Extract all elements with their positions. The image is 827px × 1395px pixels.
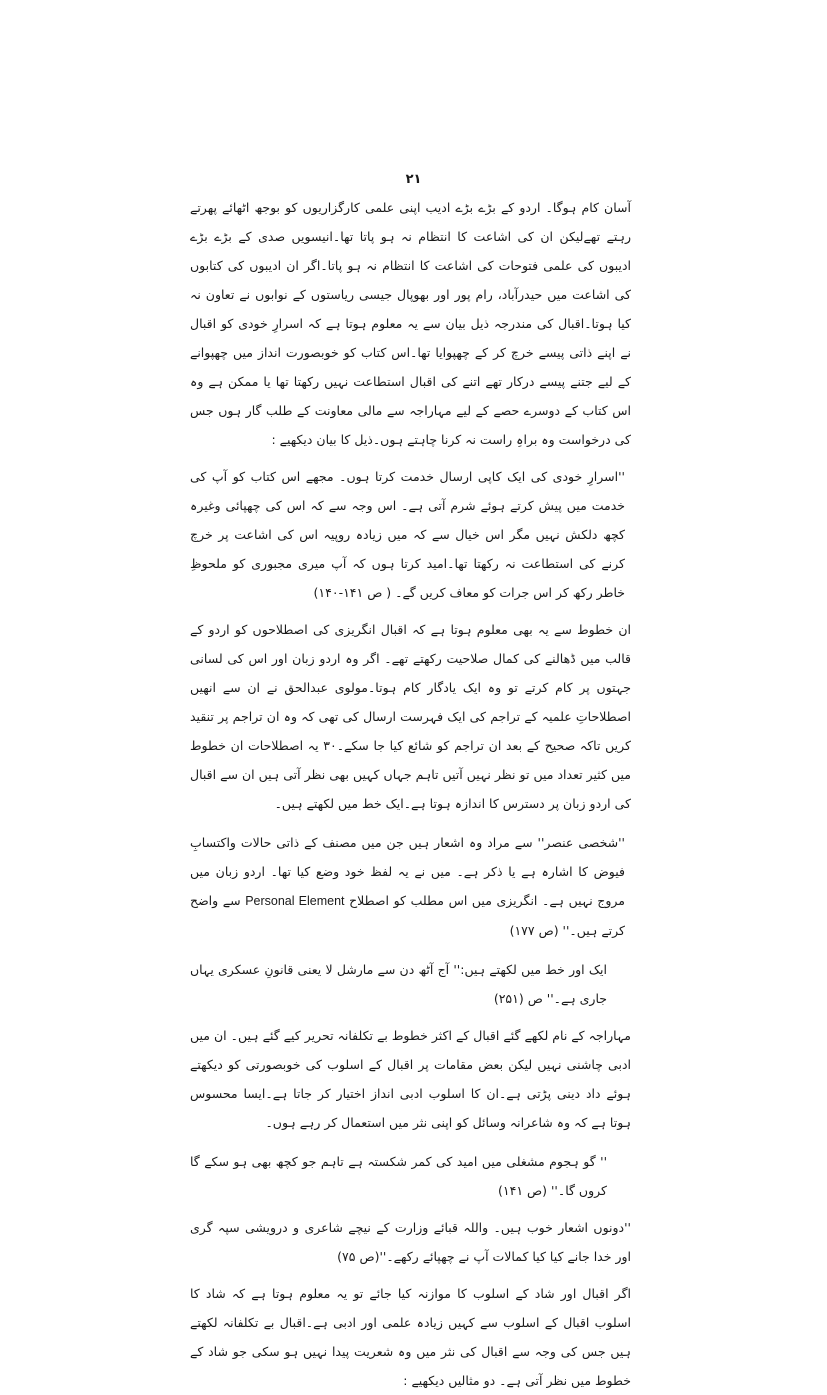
spacer bbox=[190, 1271, 631, 1279]
quote-shakhsi-unsur bbox=[190, 828, 631, 945]
spacer bbox=[190, 454, 631, 462]
quote-martial-law: ایک اور خط میں لکھتے ہیں:'' آج آٹھ دن سے مارشل لا یعنی قانونِ عسکری یہاں جاری ہے۔'' ص (۲۵۱) bbox=[190, 962, 607, 1006]
latin-term: Personal Element bbox=[245, 894, 345, 908]
body-text bbox=[190, 193, 631, 1395]
spacer bbox=[190, 1013, 631, 1021]
spacer bbox=[190, 1205, 631, 1213]
paragraph-terminology: ان خطوط سے یہ بھی معلوم ہوتا ہے کہ اقبال انگریزی کی اصطلاحوں کو اردو کے قالب میں ڈھالنے کی کمال صلاحیت رکھتے تھے۔ اگر وہ اردو زبان اور اس کی لسانی جہتوں پر کام کرتے تو وہ ایک یادگار کام ہوتا۔مولوی عبدالحق نے ان سے انھیں اصطلاحاتِ علمیہ کے تراجم کی ایک فہرست ارسال کی تھی کہ وہ ان تراجم پر تنقید کریں تاکہ صحیح کے بعد ان تراجم کو شائع کیا جا سکے۔۳۰ یہ اصطلاحات ان خطوط میں کثیر تعداد میں تو نظر نہیں آتیں تاہم جہاں کہیں بھی نظر آتی ہیں ان سے اقبال کی اردو زبان پر دسترس کا اندازہ ہوتا ہے۔ایک خط میں لکھتے ہیں۔ bbox=[190, 622, 631, 811]
paragraph-comparison: اگر اقبال اور شاد کے اسلوب کا موازنہ کیا جائے تو یہ معلوم ہوتا ہے کہ شاد کا اسلوب اقبال کے اسلوب سے کہیں زیادہ علمی اور ادبی ہے۔اقبال بے تکلفانہ لکھتے ہیں جس کی وجہ سے اقبال کی نثر میں وہ شعریت پیدا نہیں ہو سکی جو شاد کے خطوط میں نظر آتی ہے۔ دو مثالیں دیکھیے : bbox=[190, 1286, 631, 1388]
quote-text-before: ''شخصی عنصر'' سے مراد وہ اشعار ہیں جن میں مصنف کے ذاتی حالات واکتسابِ فیوض کا اشارہ ہے یا ذکر ہے۔ میں نے یہ لفظ خود وضع کیا تھا۔ اردو زبان میں مروج نہیں ہے۔ انگریزی میں اس مطلب کو اصطلاح bbox=[190, 835, 625, 908]
spacer bbox=[190, 945, 631, 955]
quote-hujoom: '' گو ہجوم مشغلی میں امید کی کمر شکستہ ہے تاہم جو کچھ بھی ہو سکے گا کروں گا۔'' (ص ۱۴۱) bbox=[190, 1154, 607, 1198]
spacer bbox=[190, 818, 631, 828]
quote-text-after: سے واضح کرتے ہیں۔'' (ص ۱۷۷) bbox=[190, 893, 625, 938]
spacer bbox=[190, 607, 631, 615]
paragraph-style: مہاراجہ کے نام لکھے گئے اقبال کے اکثر خطوط بے تکلفانہ تحریر کیے گئے ہیں۔ ان میں ادبی چاشنی نہیں لیکن بعض مقامات پر اقبال کے اسلوب کی خوبصورتی کو دیکھتے ہوئے داد دینی پڑتی ہے۔ان کا اسلوب ادبی انداز اختیار کر جاتا ہے۔ایسا محسوس ہوتا ہے کہ وہ شاعرانہ وسائل کو اپنی نثر میں استعمال کر رہے ہوں۔ bbox=[190, 1028, 631, 1130]
spacer bbox=[190, 1137, 631, 1147]
quote-ashaar: ''دونوں اشعار خوب ہیں۔ واللہ قبائے وزارت کے نیچے شاعری و درویشی سپہ گری اور خدا جانے کیا کیا کمالات آپ نے چھپائے رکھے۔''(ص ۷۵) bbox=[190, 1220, 631, 1264]
quote-asrar-khudi: ''اسرارِ خودی کی ایک کاپی ارسال خدمت کرتا ہوں۔ مجھے اس کتاب کو آپ کی خدمت میں پیش کرتے ہوئے شرم آتی ہے۔ اس وجہ سے کہ اس کی چھپائی وغیرہ کچھ دلکش نہیں مگر اس خیال سے کہ میں زیادہ روپیہ اس کی اشاعت پر خرچ کرنے کی استطاعت نہ رکھتا تھا۔امید کرتا ہوں کہ آپ میری مجبوری کو ملحوظِ خاطر رکھ کر اس جرات کو معاف کریں گے۔ ( ص ۱۴۱-۱۴۰) bbox=[190, 469, 625, 600]
page-number: ۲۱ bbox=[405, 172, 422, 187]
paragraph-intro: آسان کام ہوگا۔ اردو کے بڑے بڑے ادیب اپنی علمی کارگزاریوں کو بوجھ اٹھائے پھرتے رہتے تھےلیکن ان کی اشاعت کا انتظام نہ ہو پاتا تھا۔انیسویں صدی کے بڑے بڑے ادیبوں کی علمی فتوحات کی اشاعت کا انتظام نہ ہو پاتا۔اگر ان ادیبوں کی کتابوں کی اشاعت میں حیدرآباد، رام پور اور بھوپال جیسی ریاستوں کے نوابوں نے تعاون نہ کیا ہوتا۔اقبال کی مندرجہ ذیل بیان سے یہ معلوم ہوتا ہے کہ اسرارِ خودی کو اقبال نے اپنے ذاتی پیسے خرچ کر کے چھپوایا تھا۔اس کتاب کو خوبصورت انداز میں چھپوانے کے لیے جتنے پیسے درکار تھے اتنے کی اقبال استطاعت نہیں رکھتا تھا یا ممکن ہے وہ اس کتاب کے دوسرے حصے کے لیے مہاراجہ سے مالی معاونت کے طلب گار ہوں جس کی درخواست وہ براہِ راست نہ کرنا چاہتے ہوں۔ذیل کا بیان دیکھیے : bbox=[190, 200, 631, 447]
